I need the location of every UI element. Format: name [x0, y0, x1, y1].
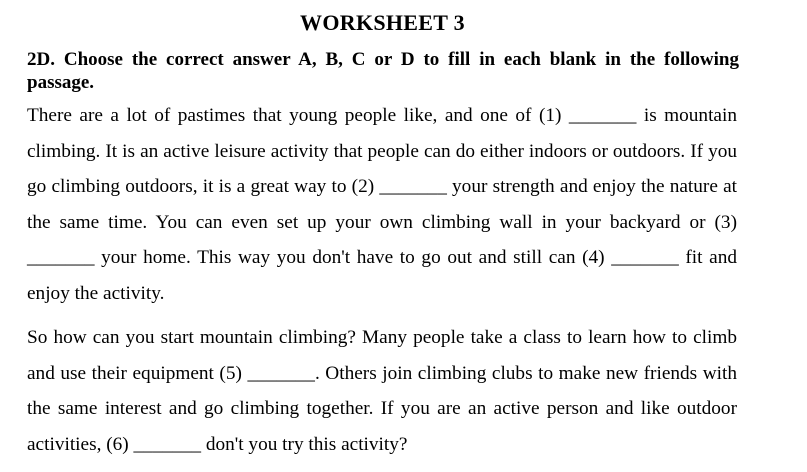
passage-paragraph-1: There are a lot of pastimes that young people like, and one of (1) _______ is mountain climbing. It is an active leisure activity that people can do either indoors or outdoors. If you go climbing outdoors, it is a great way to (2) _______ your strength and enjoy the nature at the same time. You can even set up your own climbing wall in your backyard or (3) _______ your home. This way you don't have to go out and still can (4) _______ fit and enjoy the activity. — [27, 105, 737, 304]
passage-paragraph-2: So how can you start mountain climbing? Many people take a class to learn how to climb and use their equipment (5) _______. Others join climbing clubs to make new friends with the same interest and go climbing together. If you are an active person and like outdoor activities, (6) _______ don't you try this activity? — [27, 327, 737, 455]
worksheet-title: WORKSHEET 3 — [300, 10, 465, 35]
exercise-instruction: 2D. Choose the correct answer A, B, C or D to fill in each blank in the following passage. — [27, 49, 739, 93]
